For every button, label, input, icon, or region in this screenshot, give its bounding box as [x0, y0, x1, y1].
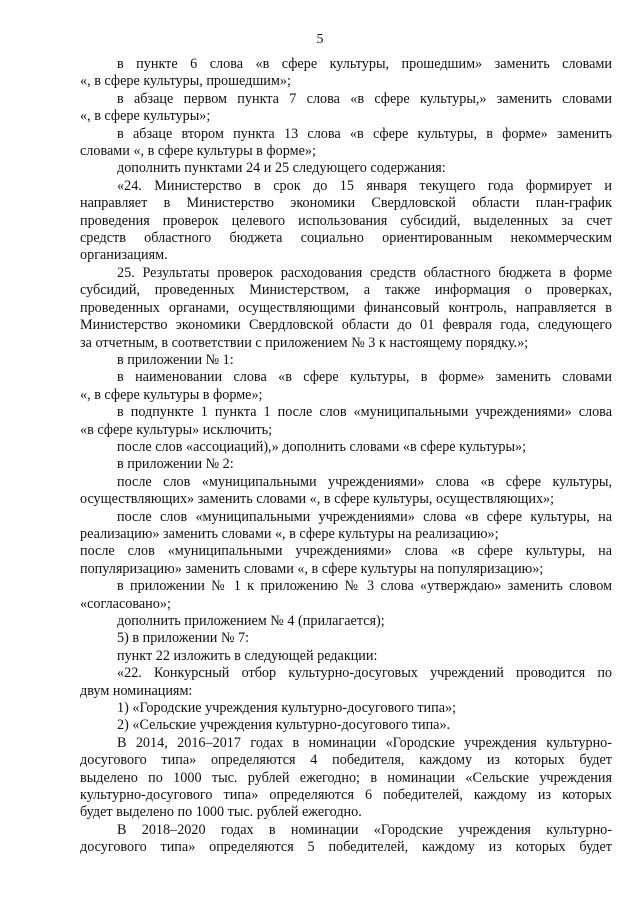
text-line: В 2018–2020 годах в номинации «Городские учреждения культурно-	[117, 821, 612, 838]
text-line: субсидий, проведенных Министерством, а также информация о проверках,	[80, 282, 612, 299]
text-line: словами «, в сфере культуры в форме»;	[80, 143, 316, 160]
text-line: «22. Конкурсный отбор культурно-досуговых учреждений проводится по	[117, 665, 612, 682]
text-line: двум номинациям:	[80, 682, 193, 699]
document-body	[80, 56, 612, 857]
text-line: 25. Результаты проверок расходования средств областного бюджета в форме	[117, 264, 612, 281]
text-line: реализацию» заменить словами «, в сфере культуры на реализацию»;	[80, 525, 499, 542]
text-line: дополнить приложением № 4 (прилагается);	[117, 613, 385, 629]
text-line: «24. Министерство в срок до 15 января текущего года формирует и	[117, 177, 612, 194]
text-line: В 2014, 2016–2017 годах в номинации «Городские учреждения культурно-	[117, 734, 612, 751]
text-line: в пункте 6 слова «в сфере культуры, прошедшим» заменить словами	[117, 56, 612, 72]
text-line: проведенных органами, осуществляющими финансовый контроль, направляется в	[80, 299, 612, 316]
text-line: организациям.	[80, 247, 168, 264]
text-line: проведения проверок целевого использования субсидий, выделенных за счет	[80, 212, 612, 229]
text-line: будет выделено по 1000 тыс. рублей ежегодно.	[80, 804, 362, 821]
text-line: после слов «муниципальными учреждениями» слова «в сфере культуры, на	[80, 543, 612, 560]
text-line: «согласовано»;	[80, 595, 171, 612]
text-line: 1) «Городские учреждения культурно-досугового типа»;	[117, 700, 457, 717]
text-line: «, в сфере культуры в форме»;	[80, 386, 263, 403]
text-line: за отчетным, в соответствии с приложением № 3 к настоящему порядку.»;	[80, 334, 529, 351]
text-line: популяризацию» заменить словами «, в сфере культуры на популяризацию»;	[80, 560, 544, 577]
text-line: досугового типа» определяются 4 победителя, каждому из которых будет	[80, 752, 612, 769]
text-line: выделено по 1000 тыс. рублей ежегодно; в номинации «Сельские учреждения	[80, 769, 612, 786]
text-line: после слов «ассоциаций),» дополнить словами «в сфере культуры»;	[117, 438, 527, 455]
text-line: «, в сфере культуры, прошедшим»;	[80, 73, 291, 90]
page-number: 5	[316, 32, 324, 47]
text-line: Министерство экономики Свердловской области до 01 февраля года, следующего	[80, 317, 612, 334]
text-line: осуществляющих» заменить словами «, в сфере культуры, осуществляющих»;	[80, 491, 555, 508]
text-line: в приложении № 1 к приложению № 3 слова «утверждаю» заменить словом	[117, 578, 612, 595]
text-line: в приложении № 1:	[117, 351, 234, 368]
text-line: после слов «муниципальными учреждениями» слова «в сфере культуры,	[117, 473, 612, 490]
text-line: «в сфере культуры» исключить;	[80, 421, 273, 438]
text-line: в абзаце первом пункта 7 слова «в сфере культуры,» заменить словами	[117, 90, 612, 107]
text-line: культурно-досугового типа» определяются 6 победителей, каждому из которых	[80, 787, 612, 804]
text-line: в приложении № 2:	[117, 456, 234, 473]
text-line: в подпункте 1 пункта 1 после слов «муниципальными учреждениями» слова	[117, 404, 612, 421]
text-line: в абзаце втором пункта 13 слова «в сфере культуры, в форме» заменить	[117, 125, 612, 142]
text-line: «, в сфере культуры»;	[80, 108, 211, 125]
text-line: направляет в Министерство экономики Свердловской области план-график	[80, 195, 612, 212]
text-line: в наименовании слова «в сфере культуры, в форме» заменить словами	[117, 369, 612, 386]
text-line: досугового типа» определяются 5 победителей, каждому из которых будет	[80, 839, 612, 856]
text-line: после слов «муниципальными учреждениями» слова «в сфере культуры, на	[117, 508, 612, 525]
text-line: пункт 22 изложить в следующей редакции:	[117, 647, 378, 664]
text-line: 2) «Сельские учреждения культурно-досугового типа».	[117, 717, 451, 734]
text-line: 5) в приложении № 7:	[117, 630, 250, 647]
text-line: дополнить пунктами 24 и 25 следующего содержания:	[117, 160, 446, 177]
text-line: средств областного бюджета социально ориентированным некоммерческим	[80, 230, 612, 247]
